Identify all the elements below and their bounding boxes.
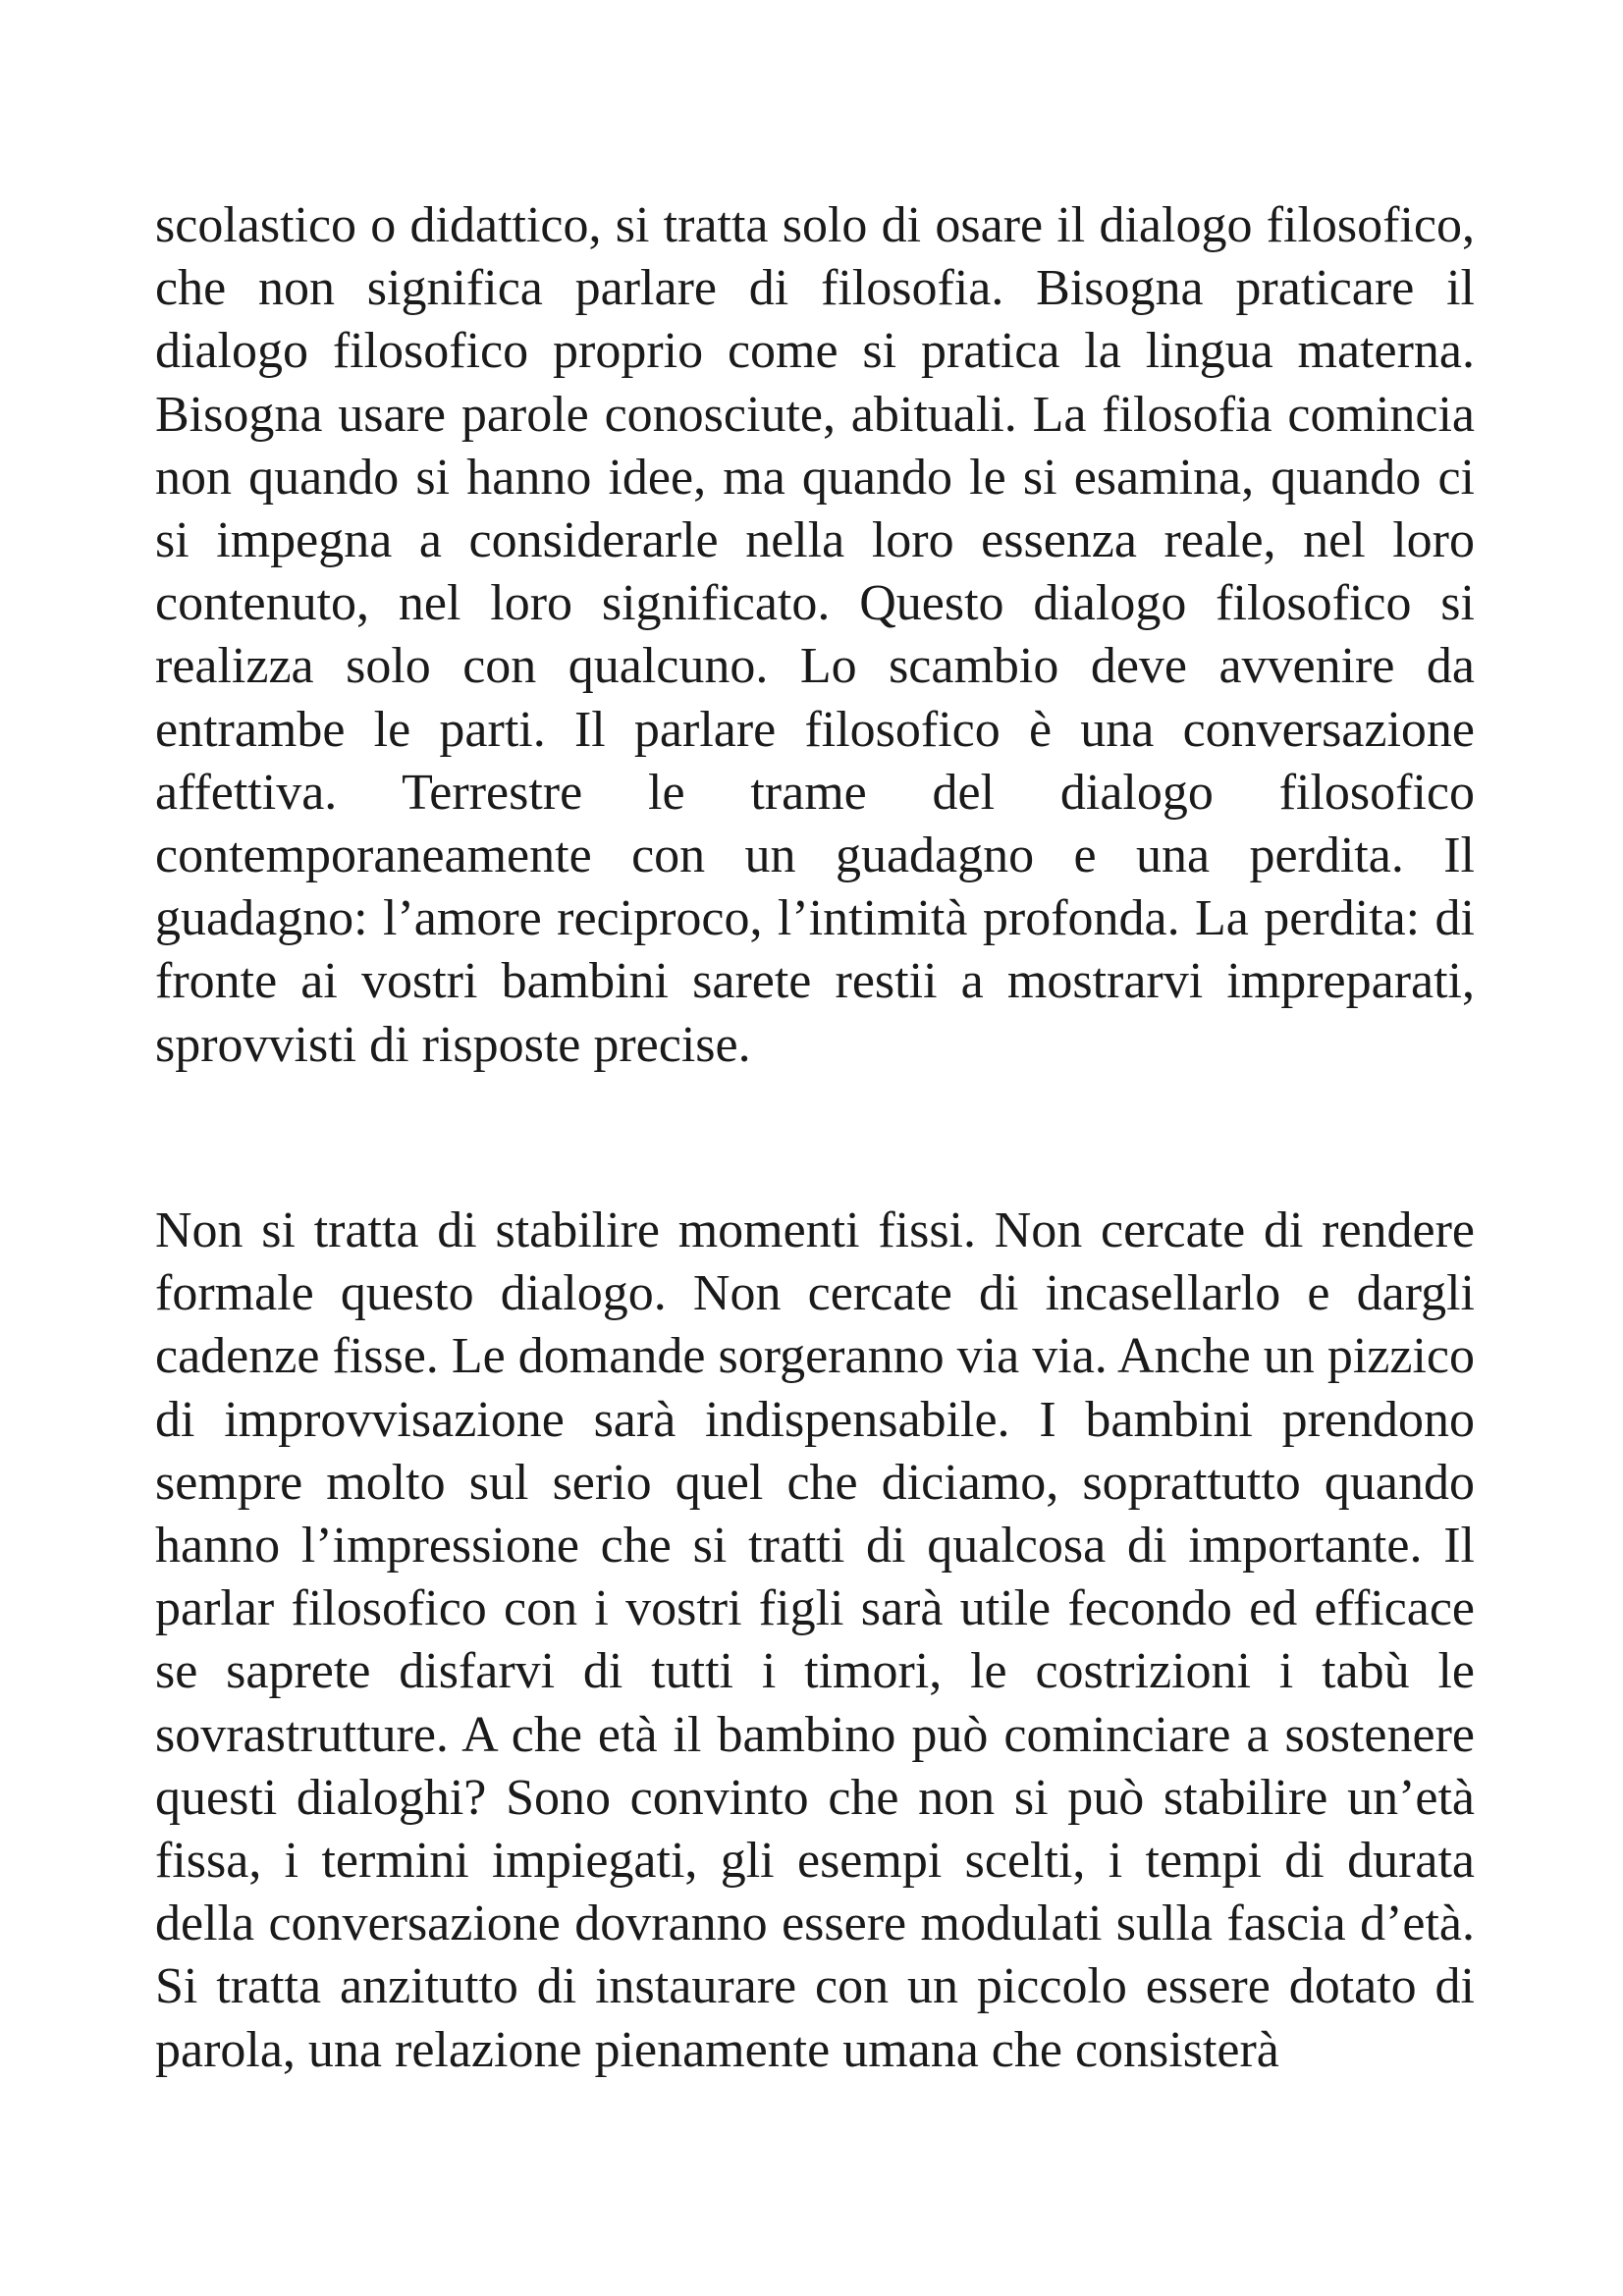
- paragraph-2: Non si tratta di stabilire momenti fissi. Non cercate di rendere formale questo dialogo. Non cercate di incasellarlo e dargli cadenze fisse. Le domande sorgeranno via via. Anche un pizzico di improvvisazione sarà indispensabile. I bambini prendono sempre molto sul serio quel che diciamo, soprattutto quando hanno l’impressione che si tratti di qualcosa di importante. Il parlar filosofico con i vostri figli sarà utile fecondo ed efficace se saprete disfarvi di tutti i timori, le costrizioni i tabù le sovrastrutture. A che età il bambino può cominciare a sostenere questi dialoghi? Sono convinto che non si può stabilire un’età fissa, i termini impiegati, gli esempi scelti, i tempi di durata della conversazione dovranno essere modulati sulla fascia d’età. Si tratta anzitutto di instaurare con un piccolo essere dotato di parola, una relazione pienamente umana che consisterà: [155, 1202, 1475, 2078]
- paragraph-1: scolastico o didattico, si tratta solo di osare il dialogo filosofico, che non significa parlare di filosofia. Bisogna praticare il dialogo filosofico proprio come si pratica la lingua materna. Bisogna usare parole conosciute, abituali. La filosofia comincia non quando si hanno idee, ma quando le si esamina, quando ci si impegna a considerarle nella loro essenza reale, nel loro contenuto, nel loro significato. Questo dialogo filosofico si realizza solo con qualcuno. Lo scambio deve avvenire da entrambe le parti. Il parlare filosofico è una conversazione affettiva. Terrestre le trame del dialogo filosofico contemporaneamente con un guadagno e una perdita. Il guadagno: l’amore reciproco, l’intimità profonda. La perdita: di fronte ai vostri bambini sarete restii a mostrarvi impreparati, sprovvisti di risposte precise.: [155, 197, 1475, 1073]
